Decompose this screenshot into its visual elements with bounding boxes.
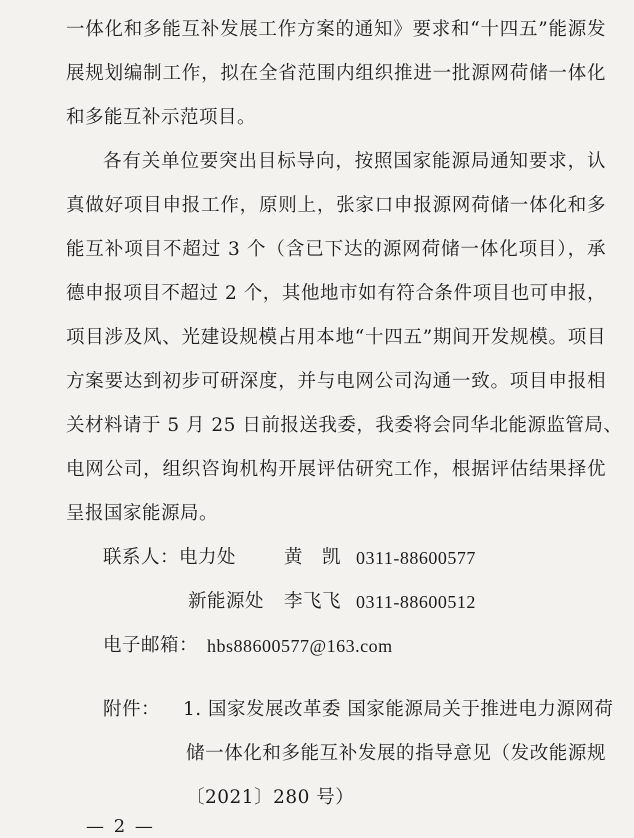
paragraph2-line: 关材料请于 5 月 25 日前报送我委，我委将会同华北能源监管局、	[66, 415, 623, 436]
paragraph2-line: 方案要达到初步可研深度，并与电网公司沟通一致。项目申报相	[66, 371, 606, 392]
attachment-line: 1. 国家发展改革委 国家能源局关于推进电力源网荷	[183, 699, 614, 720]
page-number: — 2 —	[86, 816, 155, 837]
paragraph2-line: 德申报项目不超过 2 个，其他地市如有符合条件项目也可申报，	[66, 283, 606, 304]
paragraph1-line: 一体化和多能互补发展工作方案的通知》要求和“十四五”能源发	[66, 19, 606, 40]
paragraph2-line: 电网公司，组织咨询机构开展评估研究工作，根据评估结果择优	[66, 459, 606, 480]
contact-name: 黄 凯	[284, 547, 342, 568]
attachment-label: 附件：	[103, 699, 161, 720]
attachment-line: 〔2021〕280 号）	[186, 787, 355, 808]
email-label: 电子邮箱：	[103, 635, 199, 656]
attachment-line: 储一体化和多能互补发展的指导意见（发改能源规	[186, 743, 606, 764]
contact-name: 李飞飞	[284, 591, 342, 612]
contact-phone: 0311-88600577	[356, 548, 476, 568]
paragraph1-line: 展规划编制工作，拟在全省范围内组织推进一批源网荷储一体化	[66, 63, 606, 84]
paragraph2-line: 各有关单位要突出目标导向，按照国家能源局通知要求，认	[103, 151, 606, 172]
paragraph2-line: 真做好项目申报工作，原则上，张家口申报源网荷储一体化和多	[66, 195, 606, 216]
contact-label: 联系人：电力处	[103, 547, 237, 568]
email-address: hbs88600577@163.com	[207, 636, 393, 656]
contact-department: 新能源处	[188, 591, 265, 612]
paragraph2-line: 能互补项目不超过 3 个（含已下达的源网荷储一体化项目），承	[66, 239, 606, 260]
contact-phone: 0311-88600512	[356, 592, 476, 612]
paragraph2-line: 项目涉及风、光建设规模占用本地“十四五”期间开发规模。项目	[66, 327, 606, 348]
paragraph2-line: 呈报国家能源局。	[66, 503, 219, 524]
paragraph1-line: 和多能互补示范项目。	[66, 107, 257, 128]
